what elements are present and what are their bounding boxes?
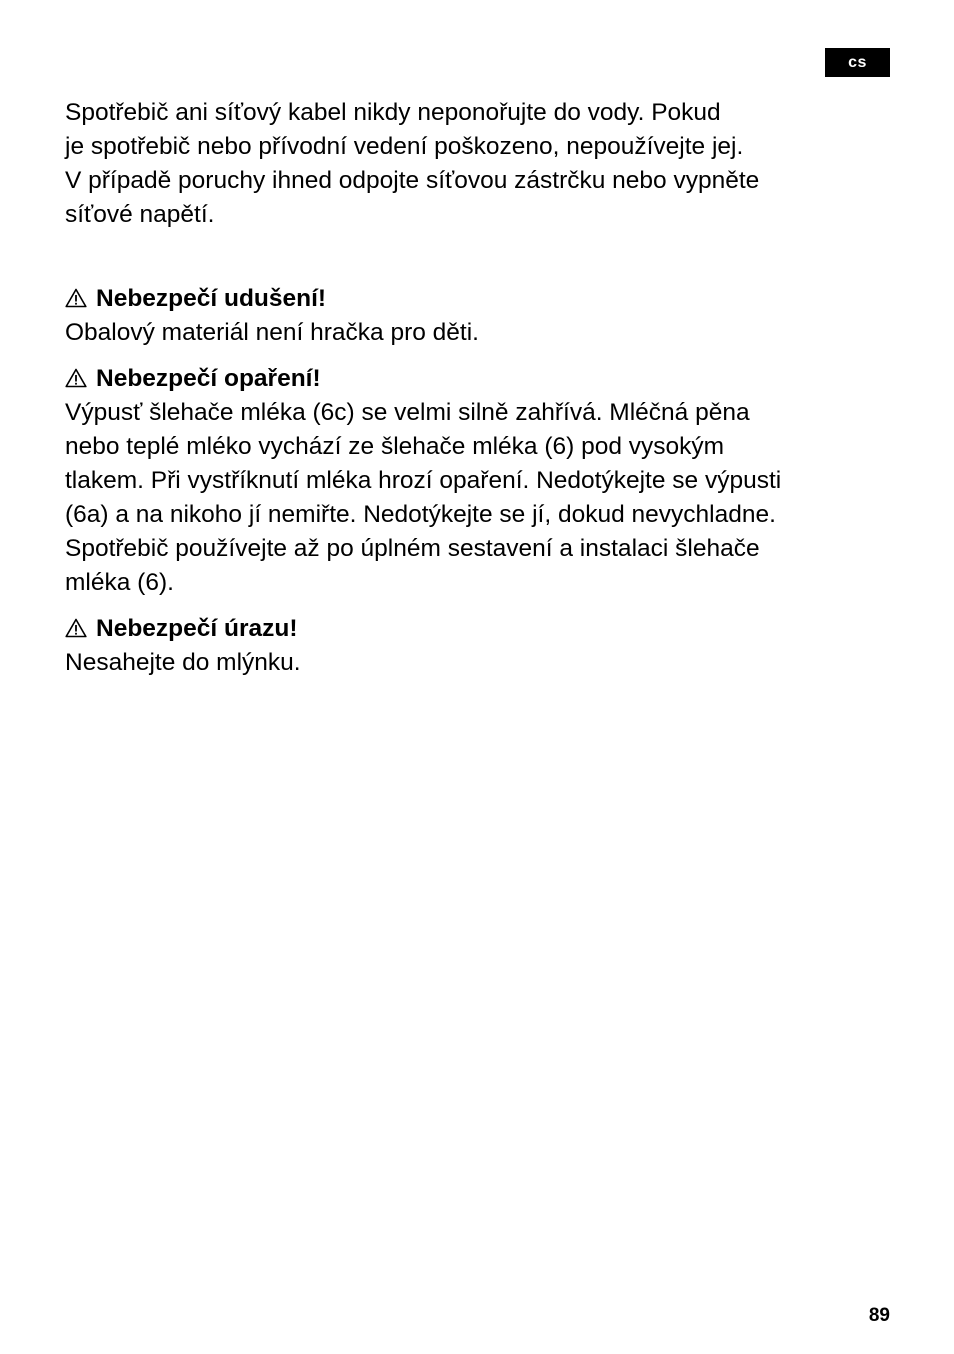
warning-heading: [65, 612, 885, 646]
warning-block-scalding: [65, 362, 885, 600]
language-badge: cs: [825, 48, 890, 77]
page-number: 89: [868, 1305, 890, 1326]
warning-block-injury: [65, 612, 885, 680]
warning-triangle-icon: [65, 288, 87, 308]
warning-text: Obalový materiál není hračka pro děti.: [65, 319, 479, 346]
warning-title: Nebezpečí opaření!: [96, 365, 321, 392]
warning-heading: [65, 282, 885, 316]
warning-triangle-icon: [65, 618, 87, 638]
warning-title: Nebezpečí udušení!: [96, 285, 327, 312]
warning-triangle-icon: [65, 368, 87, 388]
warning-heading: [65, 362, 885, 396]
warning-title: Nebezpečí úrazu!: [96, 615, 298, 642]
warning-text: Výpusť šlehače mléka (6c) se velmi silně zahřívá. Mléčná pěna nebo teplé mléko vychází ze šlehače mléka (6) pod vysokým tlakem. Při vystříknutí mléka hrozí opaření. Nedotýkejte se výpusti (6a) a na nikoho jí nemiřte. Nedotýkejte se jí, dokud nevychladne. Spotřebič používejte až po úplném sestavení a instalaci šlehače mléka (6).: [65, 399, 782, 596]
document-body: [65, 96, 885, 692]
warning-block-suffocation: [65, 282, 885, 350]
intro-paragraph: Spotřebič ani síťový kabel nikdy neponořujte do vody. Pokud je spotřebič nebo přívodní vedení poškozeno, nepoužívejte jej. V případě poruchy ihned odpojte síťovou zástrčku nebo vypněte síťové napětí.: [65, 99, 760, 228]
warning-text: Nesahejte do mlýnku.: [65, 649, 301, 676]
